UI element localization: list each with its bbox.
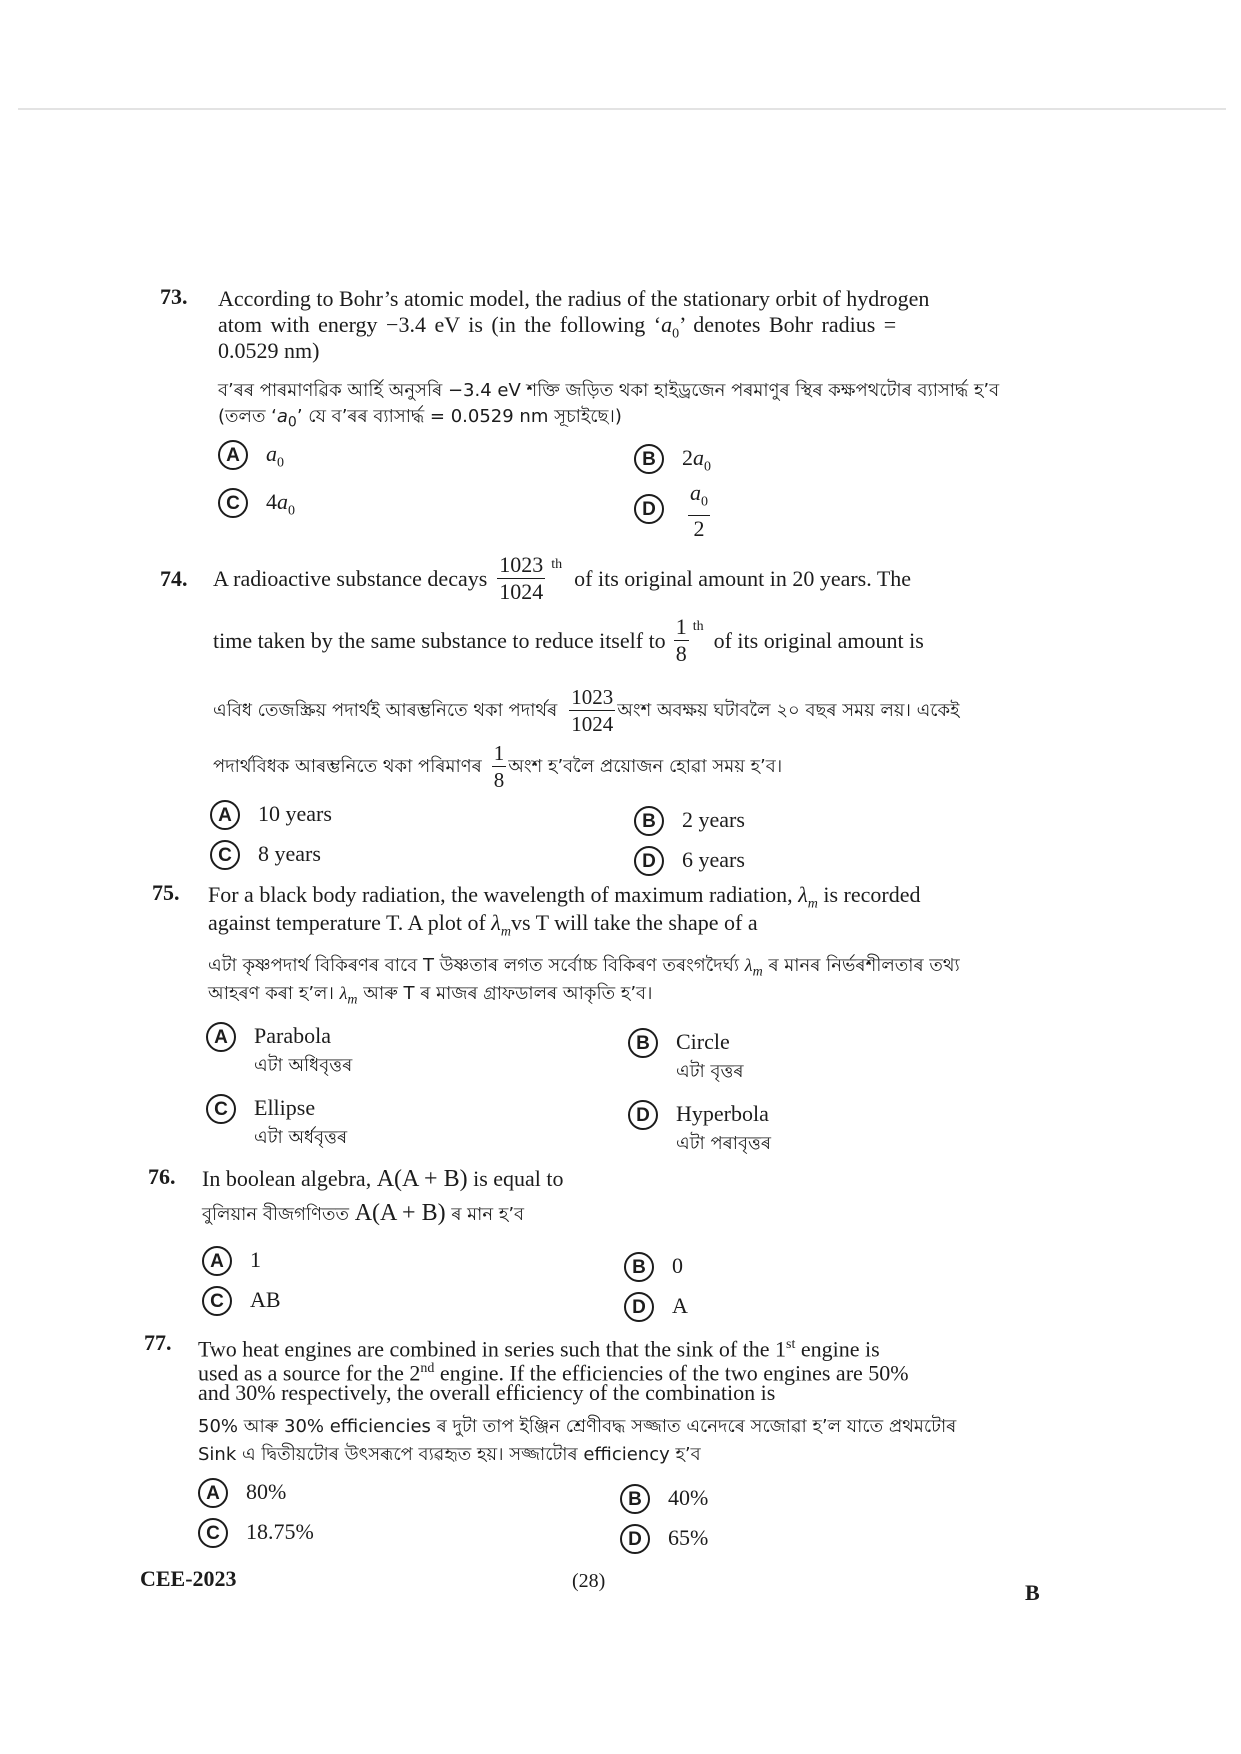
question-text-as: এবিধ তেজস্ক্ৰিয় পদাৰ্থই আৰম্ভনিতে থকা পদাৰ্থৰ $\frac{1023}{1024}$ অংশ অবক্ষয় ঘটাবলৈ ২০ বছৰ সময় লয়। একেই xyxy=(213,685,960,736)
option-d[interactable] xyxy=(628,1100,771,1159)
option-text: $a_0$ xyxy=(266,441,284,471)
option-text: $\frac{a_0}{2}$ xyxy=(690,480,708,542)
option-text: 10 years xyxy=(258,801,332,826)
question-number: 77. xyxy=(144,1330,172,1355)
option-letter: B xyxy=(634,444,664,474)
option-c[interactable] xyxy=(202,1286,281,1316)
question-text-as: বুলিয়ান বীজগণিতত A(A + B) ৰ মান হ’ব xyxy=(202,1200,525,1226)
option-letter: D xyxy=(628,1100,658,1130)
question-text-en: atom with energy −3.4 eV is (in the following ‘$a_0$’ denotes Bohr radius = xyxy=(218,312,897,342)
option-b[interactable] xyxy=(634,806,745,836)
question-text-en: and 30% respectively, the overall efficiency of the combination is xyxy=(198,1380,776,1405)
option-letter: B xyxy=(634,806,664,836)
option-text: 80% xyxy=(246,1479,287,1504)
option-a[interactable] xyxy=(210,800,332,830)
option-letter: A xyxy=(202,1246,232,1276)
question-text-en: 0.0529 nm) xyxy=(218,338,320,363)
option-letter: A xyxy=(218,440,248,470)
question-text-as: 50% আৰু 30% efficiencies ৰ দুটা তাপ ইঞ্জিন শ্ৰেণীবদ্ধ সজ্জাত এনেদৰে সজোৱা হ’ল যাতে প্ৰথমটোৰ xyxy=(198,1416,957,1437)
page-number: (28) xyxy=(572,1570,606,1592)
option-b[interactable] xyxy=(634,444,711,481)
option-text: $2a_0$ xyxy=(682,445,711,475)
exam-code: CEE-2023 xyxy=(140,1566,237,1591)
option-text: 6 years xyxy=(682,847,745,872)
option-c[interactable] xyxy=(206,1094,347,1153)
question-text-en: According to Bohr’s atomic model, the radius of the stationary orbit of hydrogen xyxy=(218,286,930,311)
option-text: Ellipse এটা অৰ্ধবৃত্তৰ xyxy=(254,1095,348,1148)
option-letter: B xyxy=(620,1484,650,1514)
option-text: Parabola এটা অধিবৃত্তৰ xyxy=(254,1023,353,1076)
option-letter: C xyxy=(218,488,248,518)
option-a[interactable] xyxy=(206,1022,352,1081)
option-text: 2 years xyxy=(682,807,745,832)
option-c[interactable] xyxy=(218,488,295,525)
option-letter: C xyxy=(210,840,240,870)
option-d[interactable] xyxy=(624,1292,688,1322)
question-text-en: A radioactive substance decays $\frac{1023}{1024}$ th of its original amount in 20 years. The xyxy=(213,552,912,604)
option-d[interactable] xyxy=(634,846,745,876)
option-text: 8 years xyxy=(258,841,321,866)
question-text-en: against temperature T. A plot of $\lambda_mvs$ T will take the shape of a xyxy=(208,910,758,940)
option-c[interactable] xyxy=(198,1518,314,1548)
option-letter: A xyxy=(206,1022,236,1052)
option-letter: C xyxy=(198,1518,228,1548)
option-c[interactable] xyxy=(210,840,321,870)
booklet-set: B xyxy=(1025,1580,1040,1605)
question-number: 74. xyxy=(160,566,188,591)
option-letter: D xyxy=(634,494,664,524)
option-letter: A xyxy=(210,800,240,830)
option-text: 18.75% xyxy=(246,1519,314,1544)
option-a[interactable] xyxy=(218,440,284,477)
option-d[interactable] xyxy=(634,480,716,542)
top-rule xyxy=(18,108,1226,110)
option-b[interactable] xyxy=(628,1028,743,1087)
option-a[interactable] xyxy=(202,1246,261,1276)
question-text-as: Sink এ দ্বিতীয়টোৰ উৎসৰূপে ব্যৱহৃত হয়। সজ্জাটোৰ efficiency হ’ব xyxy=(198,1444,701,1465)
option-text: Hyperbola এটা পৰাবৃত্তৰ xyxy=(676,1101,772,1154)
option-b[interactable] xyxy=(624,1252,683,1282)
question-text-en: Two heat engines are combined in series such that the sink of the 1st engine is xyxy=(198,1336,880,1362)
option-letter: D xyxy=(624,1292,654,1322)
question-number: 76. xyxy=(148,1164,176,1189)
question-text-en: In boolean algebra, A(A + B) is equal to xyxy=(202,1166,564,1192)
option-letter: B xyxy=(624,1252,654,1282)
question-number: 75. xyxy=(152,880,180,905)
question-text-as: এটা কৃষ্ণপদাৰ্থ বিকিৰণৰ বাবে T উষ্ণতাৰ লগত সৰ্বোচ্চ বিকিৰণ তৰংগদৈৰ্ঘ্য $\lambda_m$ ৰ মানৰ নিৰ্ভৰশীলতাৰ তথ্য xyxy=(208,955,960,980)
question-text-as: ব’ৰৰ পাৰমাণৱিক আৰ্হি অনুসৰি −3.4 eV শক্তি জড়িত থকা হাইড্ৰজেন পৰমাণুৰ স্থিৰ কক্ষপথটোৰ ব্যাসাৰ্দ্ধ হ’ব xyxy=(218,380,1000,401)
option-text: Circle এটা বৃত্তৰ xyxy=(676,1029,744,1082)
option-letter: C xyxy=(202,1286,232,1316)
option-letter: D xyxy=(620,1524,650,1554)
question-text-en: used as a source for the 2nd engine. If the efficiencies of the two engines are 50% xyxy=(198,1360,909,1386)
option-text: A xyxy=(672,1293,688,1318)
option-a[interactable] xyxy=(198,1478,286,1508)
question-text-as: আহৰণ কৰা হ’ল। $\lambda_m$ আৰু T ৰ মাজৰ গ্ৰাফডালৰ আকৃতি হ’ব। xyxy=(208,983,653,1008)
option-letter: D xyxy=(634,846,664,876)
option-letter: C xyxy=(206,1094,236,1124)
option-text: 0 xyxy=(672,1253,683,1278)
question-text-en: time taken by the same substance to reduce itself to $\frac{1}{8}$ th of its original amount is xyxy=(213,614,924,666)
option-text: 40% xyxy=(668,1485,709,1510)
option-text: 65% xyxy=(668,1525,709,1550)
option-text: $4a_0$ xyxy=(266,489,295,519)
option-text: AB xyxy=(250,1287,281,1312)
question-text-as: পদাৰ্থবিধক আৰম্ভনিতে থকা পৰিমাণৰ $\frac{1}{8}$ অংশ হ’বলৈ প্ৰয়োজন হোৱা সময় হ’ব। xyxy=(213,741,783,792)
option-text: 1 xyxy=(250,1247,261,1272)
option-d[interactable] xyxy=(620,1524,708,1554)
option-letter: B xyxy=(628,1028,658,1058)
question-text-en: For a black body radiation, the wavelength of maximum radiation, $\lambda_m$ is recorded xyxy=(208,882,921,912)
question-number: 73. xyxy=(160,284,188,309)
question-text-as: (তলত ‘$a_0$’ যে ব’ৰৰ ব্যাসাৰ্দ্ধ = 0.0529 nm সূচাইছে।) xyxy=(218,406,622,431)
option-b[interactable] xyxy=(620,1484,708,1514)
option-letter: A xyxy=(198,1478,228,1508)
